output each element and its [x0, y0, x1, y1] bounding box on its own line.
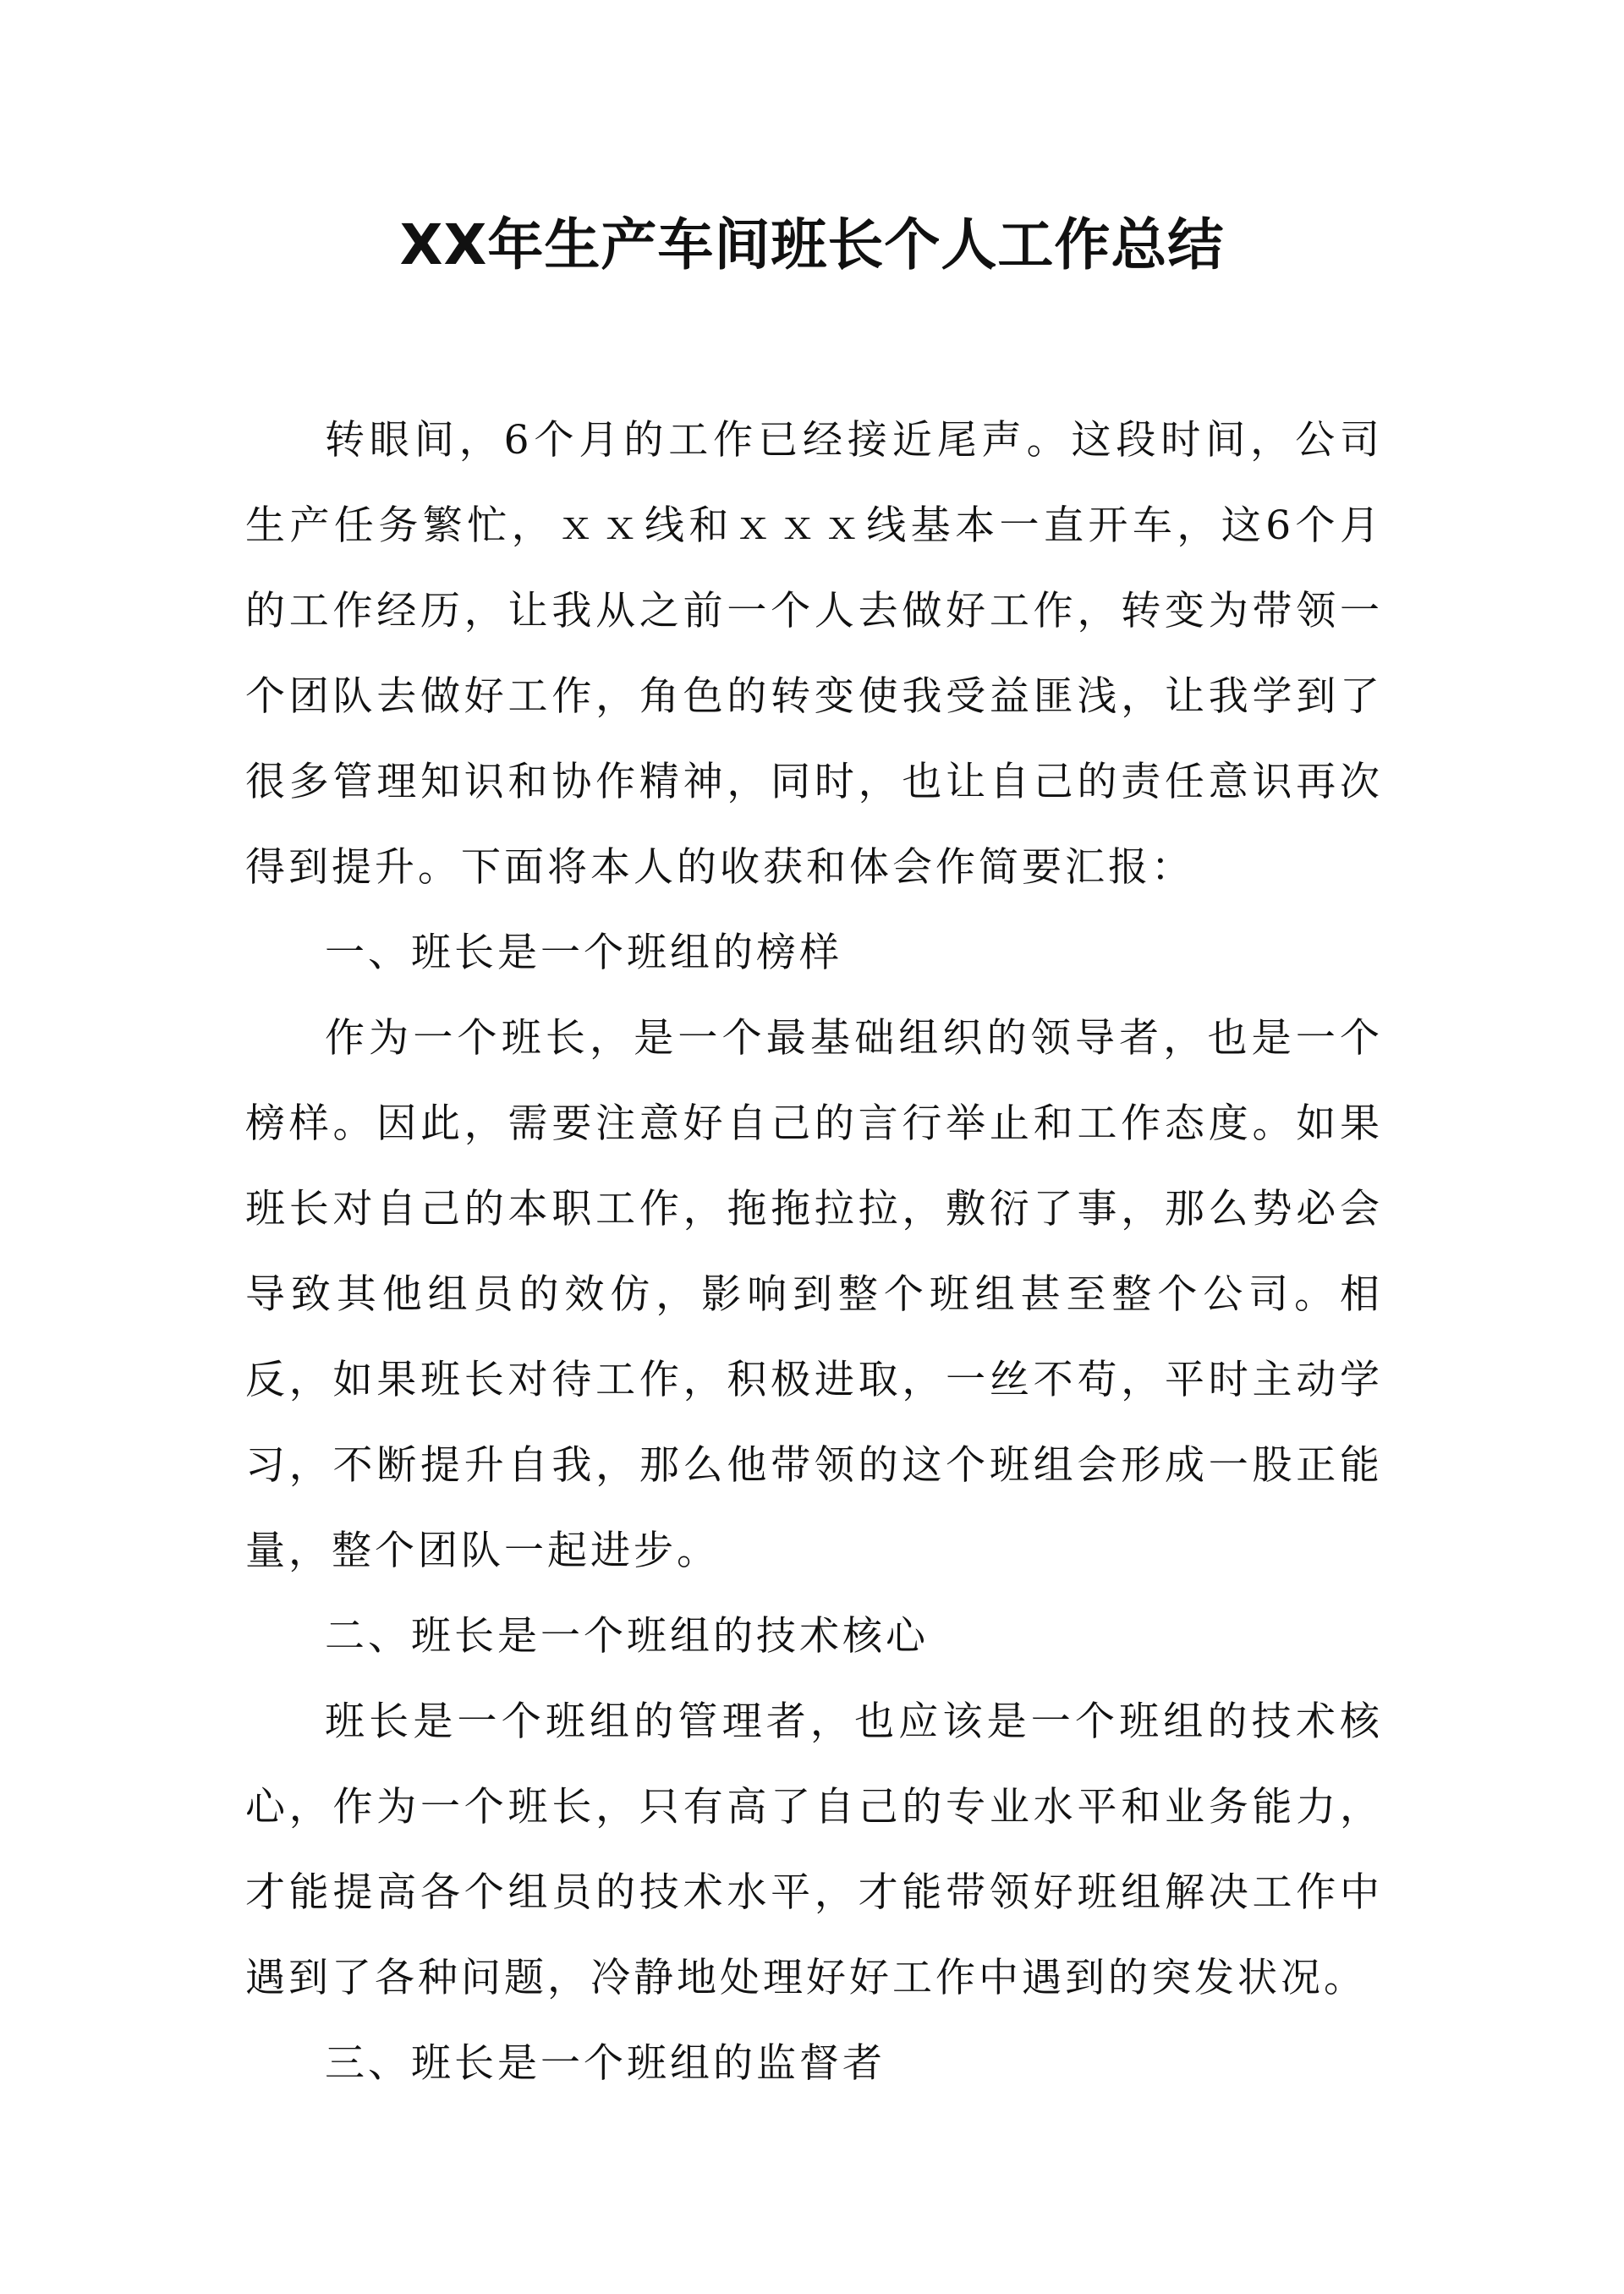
section-heading-3: 三、班长是一个班组的监督者	[325, 2040, 886, 2087]
document-title: XX年生产车间班长个人工作总结	[399, 212, 1225, 277]
section-heading-2: 二、班长是一个班组的技术核心	[325, 1613, 929, 1660]
paragraph-section-2: 班长是一个班组的管理者，也应该是一个班组的技术核心，作为一个班长，只有高了自己的专业水平和业务能力，才能提高各个组员的技术水平，才能带领好班组解决工作中遇到了各种问题，冷静地处理好好工作中遇到的突发状况。	[245, 1699, 1383, 2001]
paragraph-intro: 转眼间，6个月的工作已经接近尾声。这段时间，公司生产任务繁忙，ｘｘ线和ｘｘｘ线基本一直开车，这6个月的工作经历，让我从之前一个人去做好工作，转变为带领一个团队去做好工作，角色的转变使我受益匪浅，让我学到了很多管理知识和协作精神，同时，也让自己的责任意识再次得到提升。下面将本人的收获和体会作简要汇报：	[245, 417, 1383, 891]
paragraph-section-1: 作为一个班长，是一个最基础组织的领导者，也是一个榜样。因此，需要注意好自己的言行举止和工作态度。如果班长对自己的本职工作，拖拖拉拉，敷衍了事，那么势必会导致其他组员的效仿，影响到整个班组甚至整个公司。相反，如果班长对待工作，积极进取，一丝不苟，平时主动学习，不断提升自我，那么他带领的这个班组会形成一股正能量，整个团队一起进步。	[245, 1015, 1383, 1574]
document-body	[245, 398, 1383, 2106]
section-heading-1: 一、班长是一个班组的榜样	[325, 930, 842, 976]
